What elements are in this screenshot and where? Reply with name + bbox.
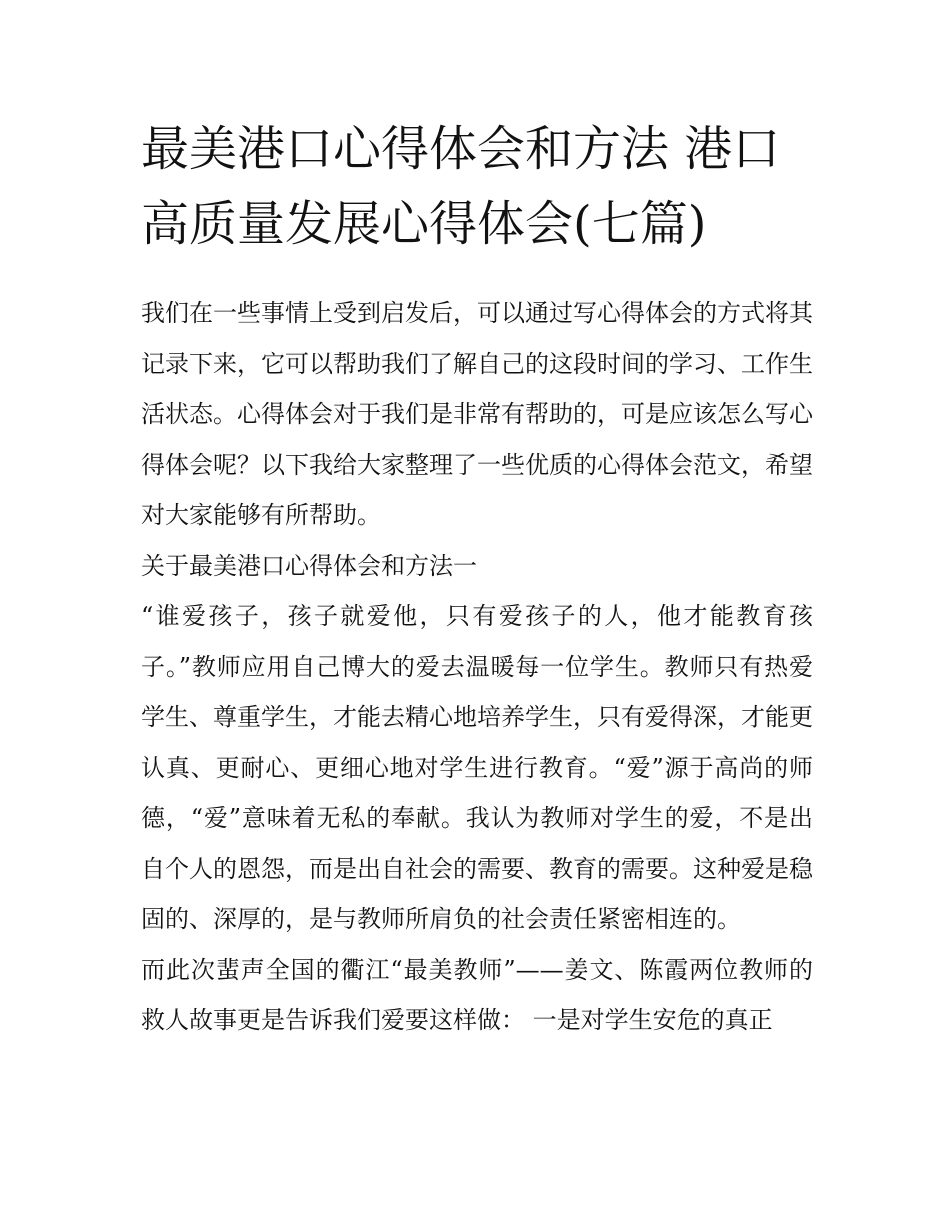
body-paragraph-1: “谁爱孩子，孩子就爱他，只有爱孩子的人，他才能教育孩子。”教师应用自己博大的爱去温暖每一位学生。教师只有热爱学生、尊重学生，才能去精心地培养学生，只有爱得深，才能更认真、更耐心、更细心地对学生进行教育。“爱”源于高尚的师德，“爱”意味着无私的奉献。我认为教师对学生的爱，不是出自个人的恩怨，而是出自社会的需要、教育的需要。这种爱是稳固的、深厚的，是与教师所肩负的社会责任紧密相连的。 [141, 602, 813, 933]
body-paragraph-2: 而此次蜚声全国的衢江“最美教师”——姜文、陈霞两位教师的救人故事更是告诉我们爱要这样做： 一是对学生安危的真正 [141, 955, 813, 1034]
document-body [141, 112, 813, 1046]
document-title: 最美港口心得体会和方法 港口高质量发展心得体会(七篇) [141, 121, 781, 252]
intro-paragraph: 我们在一些事情上受到启发后，可以通过写心得体会的方式将其记录下来，它可以帮助我们了解自己的这段时间的学习、工作生活状态。心得体会对于我们是非常有帮助的，可是应该怎么写心得体会呢？以下我给大家整理了一些优质的心得体会范文，希望对大家能够有所帮助。 [141, 299, 813, 529]
section-heading: 关于最美港口心得体会和方法一 [141, 551, 477, 580]
